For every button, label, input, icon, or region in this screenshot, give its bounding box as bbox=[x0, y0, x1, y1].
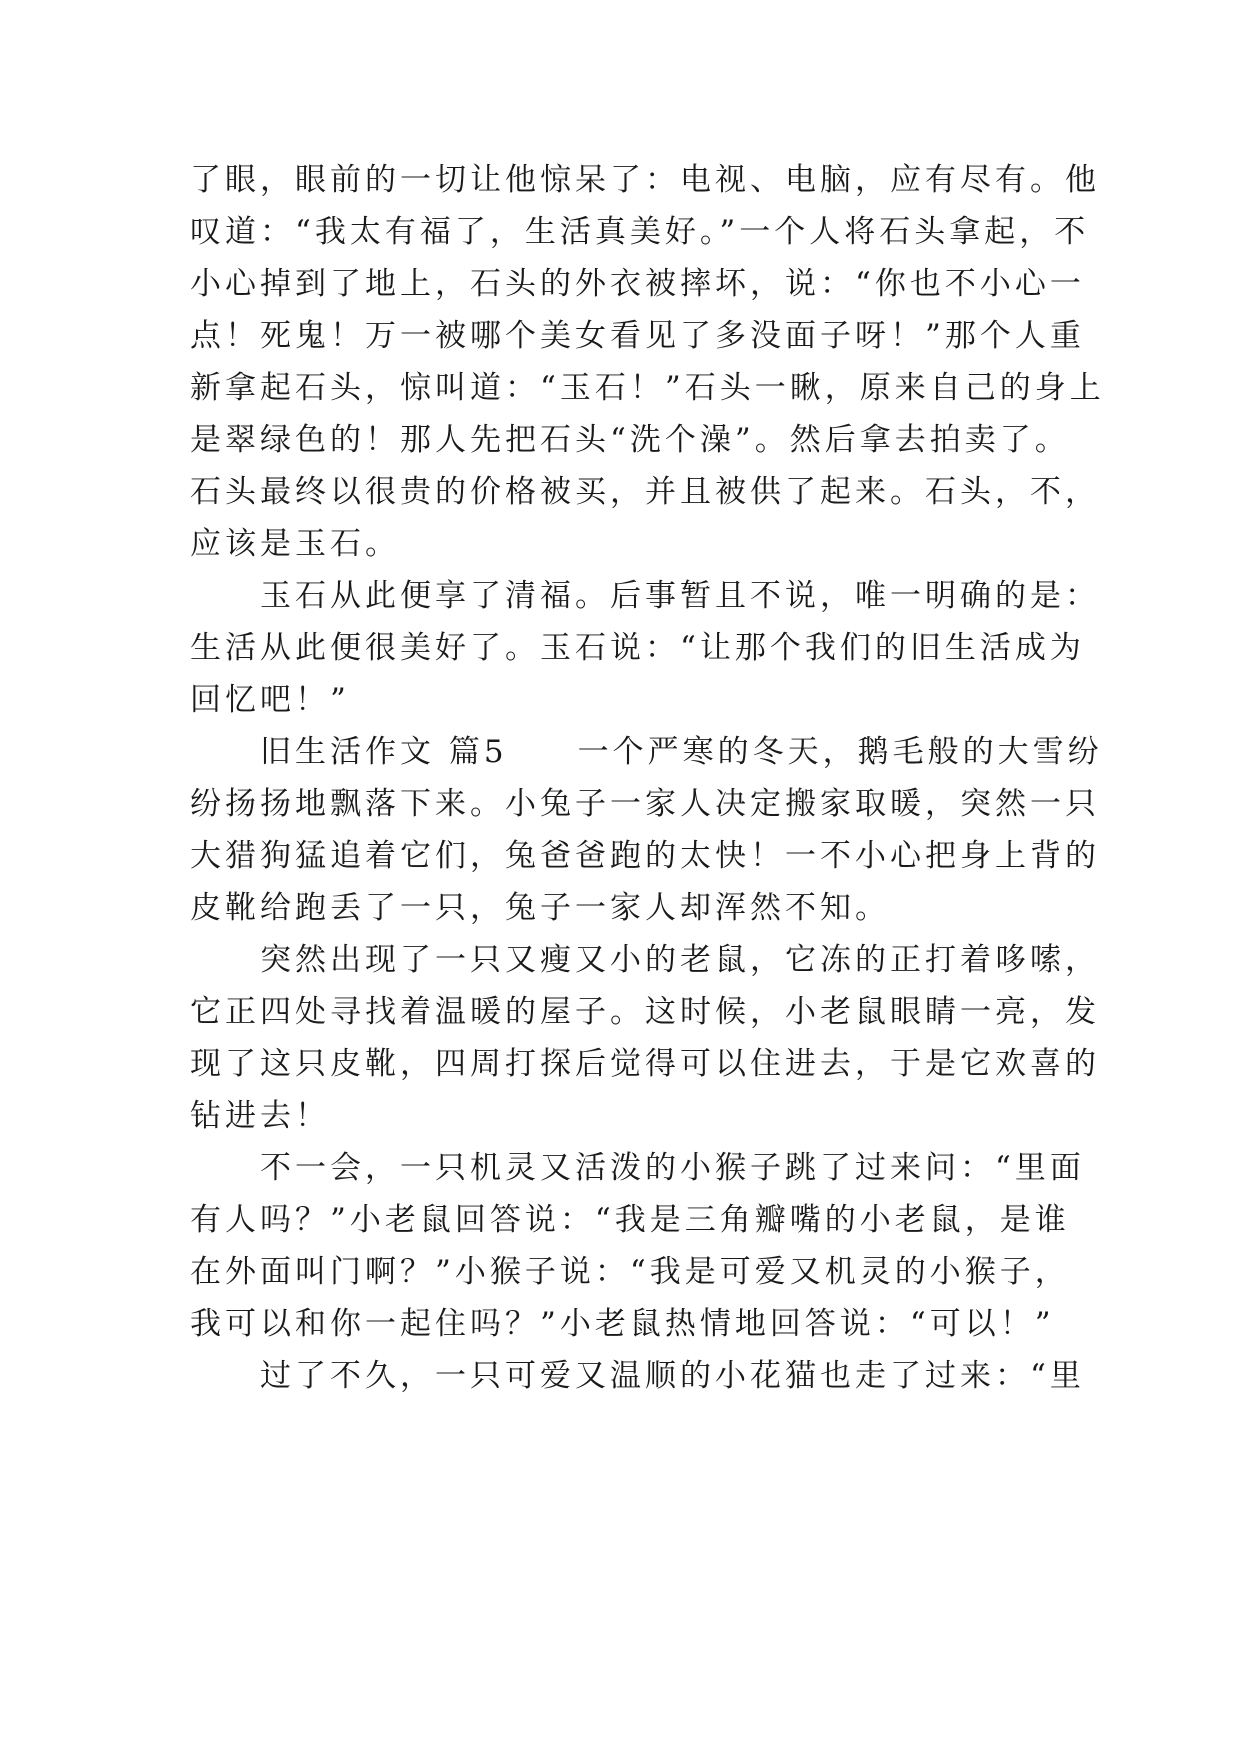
text-line-4: 点！死鬼！万一被哪个美女看见了多没面子呀！”那个人重 bbox=[190, 318, 1085, 354]
text-line-1: 了眼，眼前的一切让他惊呆了：电视、电脑，应有尽有。他 bbox=[190, 162, 1100, 198]
text-line-9: 玉石从此便享了清福。后事暂且不说，唯一明确的是： bbox=[190, 578, 1100, 614]
text-line-20: 不一会，一只机灵又活泼的小猴子跳了过来问：“里面 bbox=[190, 1150, 1085, 1186]
text-line-15: 皮靴给跑丢了一只，兔子一家人却浑然不知。 bbox=[190, 890, 890, 926]
text-line-16: 突然出现了一只又瘦又小的老鼠，它冻的正打着哆嗦， bbox=[190, 942, 1100, 978]
text-line-18: 现了这只皮靴，四周打探后觉得可以住进去，于是它欢喜的 bbox=[190, 1046, 1100, 1082]
text-line-6: 是翠绿色的！那人先把石头“洗个澡”。然后拿去拍卖了。 bbox=[190, 422, 1070, 458]
text-line-10: 生活从此便很美好了。玉石说：“让那个我们的旧生活成为 bbox=[190, 630, 1085, 666]
text-line-13: 纷扬扬地飘落下来。小兔子一家人决定搬家取暖，突然一只 bbox=[190, 786, 1100, 822]
text-line-3: 小心掉到了地上，石头的外衣被摔坏，说：“你也不小心一 bbox=[190, 266, 1085, 302]
text-line-14: 大猎狗猛追着它们，兔爸爸跑的太快！一不小心把身上背的 bbox=[190, 838, 1100, 874]
text-line-21: 有人吗？”小老鼠回答说：“我是三角瓣嘴的小老鼠，是谁 bbox=[190, 1202, 1070, 1238]
text-line-22: 在外面叫门啊？”小猴子说：“我是可爱又机灵的小猴子， bbox=[190, 1254, 1070, 1290]
text-line-12: 旧生活作文 篇5 一个严寒的冬天，鹅毛般的大雪纷 bbox=[190, 734, 1103, 770]
text-line-8: 应该是玉石。 bbox=[190, 526, 400, 562]
text-line-11: 回忆吧！” bbox=[190, 682, 350, 718]
text-line-2: 叹道：“我太有福了，生活真美好。”一个人将石头拿起，不 bbox=[190, 214, 1090, 250]
text-line-24: 过了不久，一只可爱又温顺的小花猫也走了过来：“里 bbox=[190, 1358, 1085, 1394]
text-line-7: 石头最终以很贵的价格被买，并且被供了起来。石头，不， bbox=[190, 474, 1100, 510]
text-line-5: 新拿起石头，惊叫道：“玉石！”石头一瞅，原来自己的身上 bbox=[190, 370, 1105, 406]
text-line-19: 钻进去！ bbox=[190, 1098, 330, 1134]
text-line-17: 它正四处寻找着温暖的屋子。这时候，小老鼠眼睛一亮，发 bbox=[190, 994, 1100, 1030]
text-line-23: 我可以和你一起住吗？”小老鼠热情地回答说：“可以！” bbox=[190, 1306, 1055, 1342]
